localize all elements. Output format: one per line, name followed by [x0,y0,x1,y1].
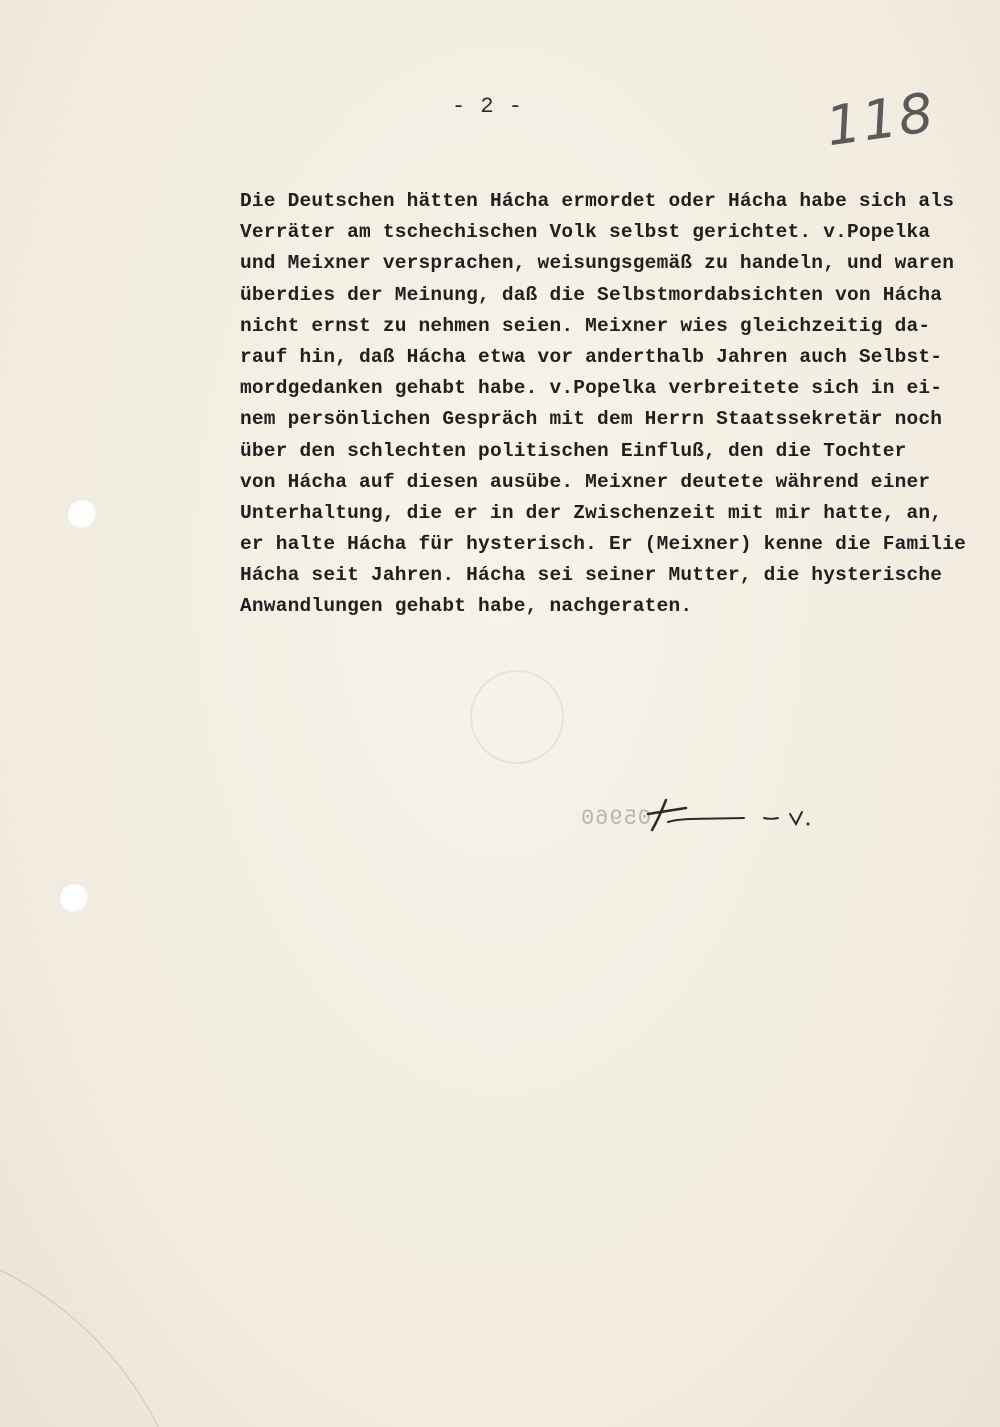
handwritten-folio-number: 118 [822,80,939,159]
text-line: mordgedanken gehabt habe. v.Popelka verbreitete sich in ei- [240,377,943,400]
text-line: nicht ernst zu nehmen seien. Meixner wies gleichzeitig da- [240,314,931,337]
text-line: Unterhaltung, die er in der Zwischenzeit mit mir hatte, an, [240,501,943,524]
page-number: - 2 - [452,94,524,119]
text-line: Verräter am tschechischen Volk selbst gerichtet. v.Popelka [240,221,931,244]
text-line: Anwandlungen gehabt habe, nachgeraten. [240,595,693,618]
body-text [240,186,1000,623]
paper-fold-crease [0,1260,180,1427]
text-line: nem persönlichen Gespräch mit dem Herrn Staatssekretär noch [240,408,943,431]
mirrored-stamp-number: 05960 [580,806,652,831]
text-line: Hácha seit Jahren. Hácha sei seiner Mutter, die hysterische [240,564,943,587]
faint-stamp [470,670,564,764]
text-line: er halte Hácha für hysterisch. Er (Meixner) kenne die Familie [240,533,967,556]
text-line: und Meixner versprachen, weisungsgemäß zu handeln, und waren [240,252,955,275]
text-line: überdies der Meinung, daß die Selbstmordabsichten von Hácha [240,283,943,306]
text-line: rauf hin, daß Hácha etwa vor anderthalb Jahren auch Selbst- [240,345,943,368]
text-line: von Hácha auf diesen ausübe. Meixner deutete während einer [240,470,931,493]
punch-hole-bottom [58,882,88,912]
signature-initials [640,792,840,842]
text-line: über den schlechten politischen Einfluß, den die Tochter [240,439,907,462]
punch-hole-top [66,498,96,528]
text-line: Die Deutschen hätten Hácha ermordet oder Hácha habe sich als [240,190,955,212]
